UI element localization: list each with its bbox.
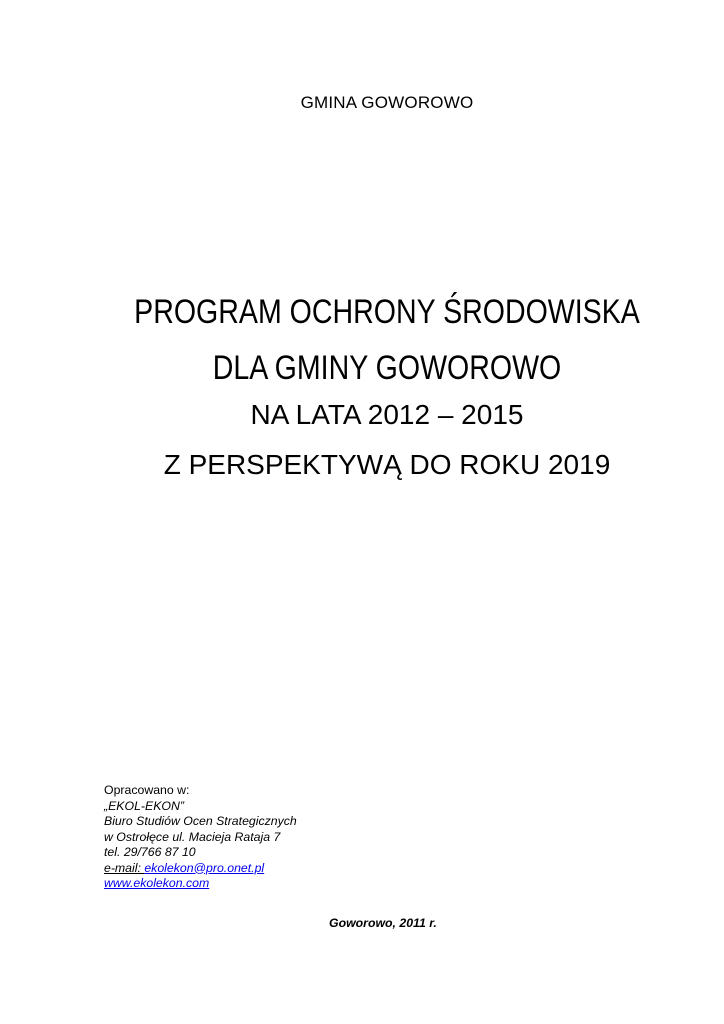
office-name: Biuro Studiów Ocen Strategicznych [104, 814, 297, 828]
website-link[interactable]: www.ekolekon.com [104, 876, 210, 890]
credits-block [104, 783, 297, 892]
prepared-label: Opracowano w: [104, 783, 190, 797]
email-link[interactable]: ekolekon@pro.onet.pl [144, 860, 265, 875]
place-date: Goworowo, 2011 r. [329, 916, 437, 930]
title-line-3: NA LATA 2012 – 2015 [250, 399, 524, 430]
email-line [104, 861, 297, 877]
title-line-1: PROGRAM OCHRONY ŚRODOWISKA [134, 293, 640, 331]
title-line-2: DLA GMINY GOWOROWO [212, 349, 562, 387]
office-address: w Ostrołęce ul. Macieja Rataja 7 [104, 829, 281, 844]
title-line-4: Z PERSPEKTYWĄ DO ROKU 2019 [163, 449, 611, 480]
municipality-header: GMINA GOWOROWO [300, 93, 474, 112]
website-line [104, 876, 297, 892]
company-name: „EKOL-EKON” [104, 798, 184, 813]
office-phone: tel. 29/766 87 10 [104, 845, 196, 859]
email-prefix: e-mail: [104, 860, 145, 875]
